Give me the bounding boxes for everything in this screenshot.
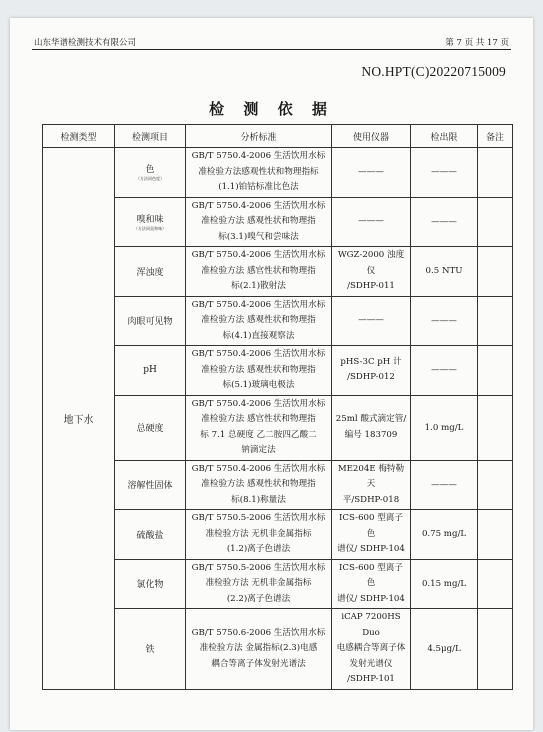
instrument-line: 谱仪/ SDHP-104 [337,593,405,604]
standard-line: 标(5.1)玻璃电极法 [222,380,295,390]
item-name: 肉眼可见物 [127,317,173,328]
standard-line: GB/T 5750.5-2006 生活饮用水标 [191,513,326,523]
remark-cell [478,148,513,198]
instrument-cell [332,559,411,609]
standard-line: GB/T 5750.4-2006 生活饮用水标 [191,463,326,474]
standard-line: 标(3.1)嗅气和尝味法 [218,231,299,242]
limit-cell: 0.5 NTU [411,247,478,297]
standard-line: GB/T 5750.4-2006 生活饮用水标 [191,200,326,211]
item-cell [115,559,186,609]
table-header-row [43,125,513,148]
instrument-cell [332,510,411,560]
remark-cell [478,296,513,346]
instrument-line: 谱仪/ SDHP-104 [337,544,405,554]
standard-line: 标(8.1)称量法 [231,494,286,505]
limit-cell: ——— [411,346,478,396]
standard-cell [186,197,332,247]
standard-line: 准检验方法 无机非金属指标 [205,578,312,588]
instrument-line: ICS-600 型离子色 [339,513,403,539]
standard-line: 准检验方法 金属指标(2.3)电感 [199,643,318,653]
limit-cell: 4.5μg/L [411,609,478,690]
limit-cell: ——— [411,460,478,510]
instrument-cell [332,148,411,198]
standard-line: GB/T 5750.4-2006 生活饮用水标 [191,151,326,161]
standard-cell [186,296,332,346]
report-number: NO.HPT(C)20220715009 [361,64,506,79]
standard-cell [186,148,332,198]
header-divider [32,49,511,50]
standard-cell [186,247,332,297]
standard-line: 准检验方法感观性状和物理指标 [198,166,319,177]
instrument-cell [332,197,411,247]
instrument-line: ——— [358,315,384,325]
header-instrument: 使用仪器 [332,125,411,148]
instrument-line: iCAP 7200HS Duo [341,612,401,638]
report-page [10,18,533,730]
standard-cell [186,609,332,690]
item-note: （方法同色度） [135,177,165,182]
standard-line: 准检验方法 感观性状和物理指 [201,479,316,489]
standard-line: (1.2)离子色谱法 [226,544,291,554]
standard-cell [186,395,332,460]
instrument-cell [332,247,411,297]
standard-cell [186,510,332,560]
header-limit: 检出限 [411,125,478,148]
standard-line: 标(4.1)直接观察法 [222,330,295,341]
remark-cell [478,346,513,396]
header-remark: 备注 [478,125,513,148]
instrument-line: 发射光谱仪 [349,658,393,669]
header-item: 检测项目 [115,125,186,148]
item-cell [115,148,186,198]
remark-cell [478,510,513,560]
instrument-cell [332,296,411,346]
standard-line: 准检验方法 感观性状和物理指 [201,315,316,325]
item-cell [115,395,186,460]
item-cell [115,296,186,346]
header-type: 检测类型 [43,125,115,148]
limit-cell: ——— [411,148,478,198]
standard-line: 标 7.1 总硬度 乙二胺四乙酸二 [200,429,317,440]
item-cell [115,510,186,560]
standard-line: (1.1)铂钴标准比色法 [218,182,299,192]
page-number: 第 7 页 共 17 页 [445,38,509,48]
item-name: 色 [145,165,155,176]
item-name: 硫酸盐 [136,530,164,541]
standard-cell [186,559,332,609]
standard-line: 标(2.1)散射法 [231,281,286,291]
standard-line: 准检验方法 感观性状和物理指 [201,364,316,375]
table-row [43,148,513,198]
instrument-cell [332,609,411,690]
standard-line: GB/T 5750.4-2006 生活饮用水标 [191,349,326,359]
instrument-cell [332,346,411,396]
item-cell [115,247,186,297]
standard-line: GB/T 5750.5-2006 生活饮用水标 [191,562,326,573]
standard-line: GB/T 5750.4-2006 生活饮用水标 [191,398,326,409]
instrument-line: ICS-600 型离子色 [339,562,403,588]
remark-cell [478,460,513,510]
standard-line: 准检验方法 无机非金属指标 [205,528,312,539]
remark-cell [478,395,513,460]
instrument-line: /SDHP-101 [347,674,395,684]
item-cell [115,460,186,510]
basis-table [42,124,513,690]
limit-cell: ——— [411,197,478,247]
remark-cell [478,609,513,690]
item-name: 氯化物 [136,580,164,591]
item-cell [115,197,186,247]
standard-line: 耦合等离子体发射光谱法 [211,658,306,669]
item-name: 溶解性固体 [127,481,173,492]
limit-cell: ——— [411,296,478,346]
item-name: 嗅和味 [136,214,164,225]
standard-line: 钠滴定法 [241,445,276,455]
standard-line: 准检验方法 感观性状和物理指 [201,216,316,226]
remark-cell [478,197,513,247]
standard-line: 准检验方法 感官性状和物理指 [201,414,316,424]
instrument-line: 25ml 酸式滴定管/ [335,414,407,424]
sample-type-cell [43,148,115,690]
standard-line: GB/T 5750.4-2006 生活饮用水标 [191,250,326,260]
item-cell [115,609,186,690]
standard-cell [186,346,332,396]
limit-cell: 0.75 mg/L [411,510,478,560]
instrument-cell [332,395,411,460]
instrument-line: pHS-3C pH 计 [340,356,402,367]
limit-cell: 0.15 mg/L [411,559,478,609]
item-note: （方法同臭和味） [133,226,167,232]
item-name: 总硬度 [136,424,164,434]
instrument-line: ME204E 梅特勒天 [337,463,405,489]
instrument-line: 电感耦合等离子体 [336,643,406,653]
instrument-line: /SDHP-011 [347,281,395,291]
instrument-line: 平/SDHP-018 [342,494,400,505]
standard-line: (2.2)离子色谱法 [226,593,291,604]
item-name: 铁 [145,645,155,656]
remark-cell [478,247,513,297]
company-name: 山东华谱检测技术有限公司 [34,38,137,48]
instrument-line: ——— [358,216,384,226]
instrument-line: /SDHP-012 [347,372,395,383]
page-title: 检 测 依 据 [209,100,334,118]
instrument-line: ——— [358,166,384,177]
standard-line: GB/T 5750.4-2006 生活饮用水标 [191,299,326,310]
instrument-line: WGZ-2000 浊度仪 [337,250,405,276]
remark-cell [478,559,513,609]
item-name: pH [143,365,157,376]
standard-line: GB/T 5750.6-2006 生活饮用水标 [191,627,326,638]
header-standard: 分析标准 [186,125,332,148]
instrument-line: 编号 183709 [344,429,398,440]
limit-cell: 1.0 mg/L [411,395,478,460]
standard-line: 准检验方法 感官性状和物理指 [201,265,316,276]
item-cell [115,346,186,396]
standard-cell [186,460,332,510]
sample-type: 地下水 [63,414,94,426]
item-name: 浑浊度 [136,267,164,278]
instrument-cell [332,460,411,510]
